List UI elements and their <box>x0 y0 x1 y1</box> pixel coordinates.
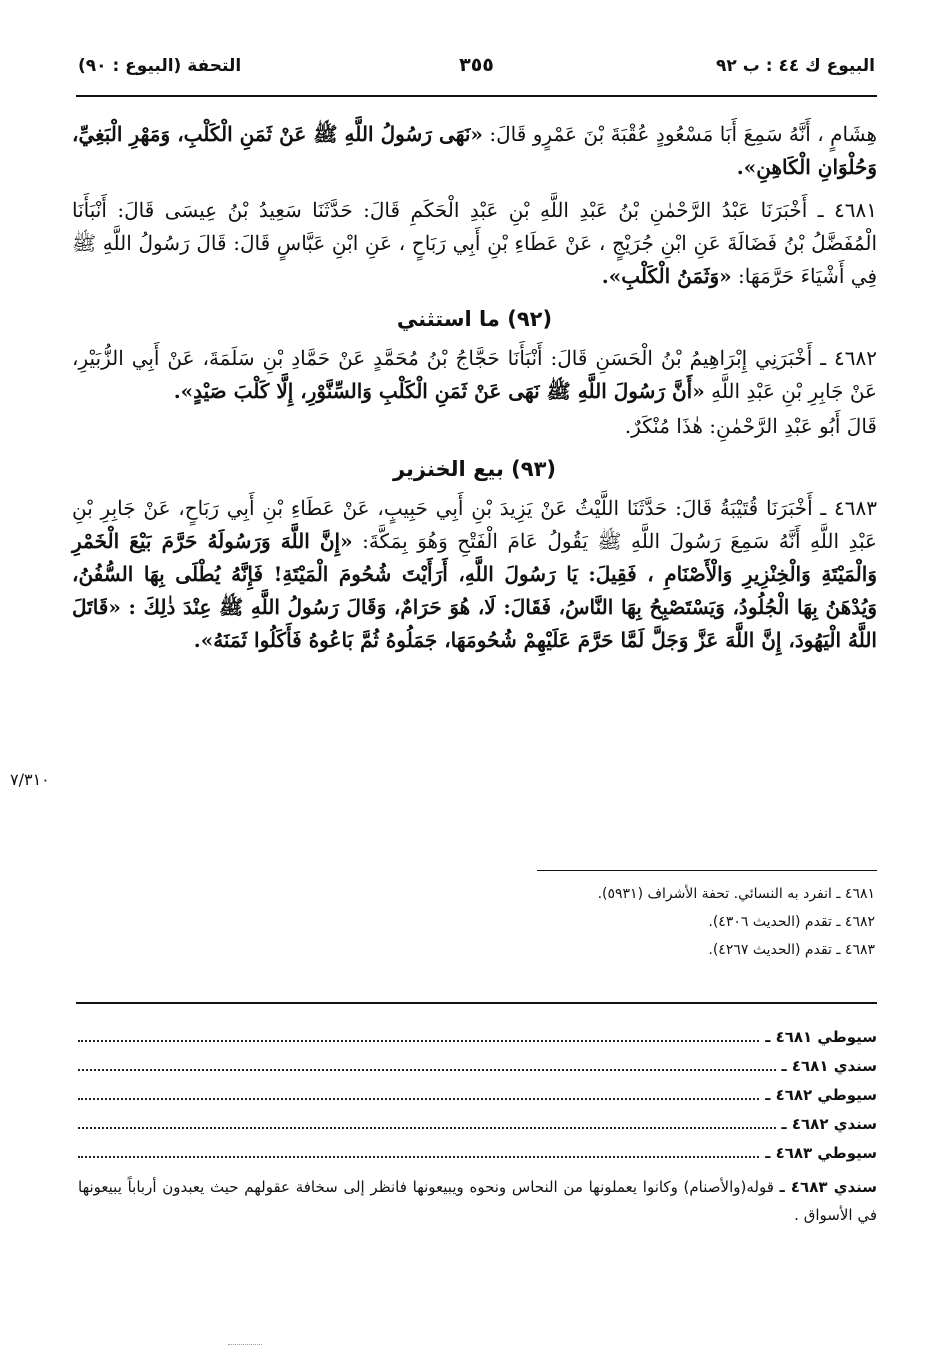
commentary-label: سيوطي ٤٦٨٢ ـ <box>765 1086 877 1104</box>
header-chapter-ref: البيوع ك ٤٤ : ب ٩٢ <box>716 56 875 76</box>
hadith-4683-matn: «إِنَّ اللَّهَ وَرَسُولَهُ حَرَّمَ بَيْعَ الْخَمْرِ وَالْمَيْتَةِ وَالْخِنْزِيرِ وَالْأَصْنَامِ ، فَقِيلَ: يَا رَسُولَ اللَّهِ، أَرَأَيْتَ شُحُومَ الْمَيْتَةِ! فَإِنَّهُ يُطْلَى بِهَا السُّفُنُ، وَيُدْهَنُ بِهَا الْجُلُودُ، وَيَسْتَصْبِحُ بِهَا النَّاسُ، فَقَالَ: لَا، هُوَ حَرَامٌ، وَقَالَ رَسُولُ اللَّهِ ﷺ عِنْدَ ذٰلِكَ : «قَاتَلَ اللَّهُ الْيَهُودَ، إِنَّ اللَّهَ عَزَّ وَجَلَّ لَمَّا حَرَّمَ عَلَيْهِمْ شُحُومَهَا، جَمَلُوهُ ثُمَّ بَاعُوهُ فَأَكَلُوا ثَمَنَهُ». <box>72 529 877 652</box>
commentary-label: سندي ٤٦٨١ ـ <box>781 1057 877 1075</box>
commentary-label: سندي ٤٦٨٢ ـ <box>781 1115 877 1133</box>
dotted-leader <box>78 1061 776 1071</box>
hadith-4681-isnad: ٤٦٨١ ـ أَخْبَرَنَا عَبْدُ الرَّحْمٰنِ بْنُ عَبْدِ اللَّهِ بْنِ عَبْدِ الْحَكَمِ قَالَ: حَدَّثَنَا سَعِيدُ بْنُ عِيسَى قَالَ: أَنْبَأَنَا الْمُفَضَّلُ بْنُ فَضَالَةَ عَنِ ابْنِ جُرَيْجٍ ، عَنْ عَطَاءِ بْنِ أَبِي رَبَاحٍ ، عَنِ ابْنِ عَبَّاسٍ قَالَ: قَالَ رَسُولُ اللَّهِ ﷺ فِي أَشْيَاءَ حَرَّمَهَا: <box>72 198 877 288</box>
page-number: ٣٥٥ <box>459 54 494 76</box>
hadith-continuation-matn: «نَهَى رَسُولُ اللَّهِ ﷺ عَنْ ثَمَنِ الْكَلْبِ، وَمَهْرِ الْبَغِيِّ، وَحُلْوَانِ الْكَاهِنِ». <box>72 122 877 179</box>
hadith-4681-matn: «وَثَمَنُ الْكَلْبِ». <box>601 264 732 288</box>
commentary-row <box>78 1115 877 1144</box>
hadith-4682-matn: «أَنَّ رَسُولَ اللَّهِ ﷺ نَهَى عَنْ ثَمَنِ الْكَلْبِ وَالسِّنَّوْرِ، إِلَّا كَلْبَ صَيْدٍ». <box>173 379 705 403</box>
footnote-rule <box>537 870 877 871</box>
section-title-92: (٩٢) ما استثني <box>396 307 553 331</box>
nasai-remark: قَالَ أَبُو عَبْدِ الرَّحْمٰنِ: هٰذَا مُنْكَرٌ. <box>624 414 877 438</box>
commentary-row <box>78 1086 877 1115</box>
dotted-leader <box>78 1032 759 1042</box>
commentary-row <box>78 1057 877 1086</box>
scan-artifact <box>228 1336 262 1345</box>
hadith-continuation-isnad: هِشَامٍ ، أَنَّهُ سَمِعَ أَبَا مَسْعُودٍ عُقْبَةَ بْنَ عَمْرٍو قَالَ: <box>482 122 877 146</box>
hadith-4681 <box>72 194 877 293</box>
commentary-label: سندي ٤٦٨٣ ـ <box>779 1178 877 1196</box>
main-text <box>72 118 877 667</box>
hadith-continuation <box>72 118 877 184</box>
commentary-row <box>78 1028 877 1057</box>
footnote-4683: ٤٦٨٣ ـ تقدم (الحديث ٤٢٦٧). <box>708 942 875 958</box>
header-tuhfa-ref: التحفة (البيوع : ٩٠) <box>78 56 242 76</box>
commentary-rule <box>76 1002 877 1004</box>
section-title-93: (٩٣) بيع الخنزير <box>392 457 557 481</box>
dotted-leader <box>78 1090 759 1100</box>
margin-volume-ref: ٧/٣١٠ <box>10 770 50 789</box>
footnote-4682: ٤٦٨٢ ـ تقدم (الحديث ٤٣٠٦). <box>708 914 875 930</box>
dotted-leader <box>78 1148 759 1158</box>
hadith-4682 <box>72 342 877 408</box>
commentary-sindi-4683 <box>78 1173 877 1229</box>
commentary-section <box>78 1028 877 1229</box>
hadith-4683 <box>72 492 877 657</box>
footnote-4681: ٤٦٨١ ـ انفرد به النسائي. تحفة الأشراف (٥٩٣١). <box>597 886 875 902</box>
dotted-leader <box>78 1119 776 1129</box>
footnotes <box>72 880 875 964</box>
header-rule <box>76 95 877 97</box>
commentary-row <box>78 1144 877 1173</box>
page-header <box>78 52 875 86</box>
hadith-4682-isnad: ٤٦٨٢ ـ أَخْبَرَنِي إِبْرَاهِيمُ بْنُ الْحَسَنِ قَالَ: أَنْبَأَنَا حَجَّاجُ بْنُ مُحَمَّدٍ عَنْ حَمَّادِ بْنِ سَلَمَةَ، عَنْ أَبِي الزُّبَيْرِ، عَنْ جَابِرِ بْنِ عَبْدِ اللَّهِ <box>72 346 877 403</box>
commentary-label: سيوطي ٤٦٨١ ـ <box>765 1028 877 1046</box>
hadith-4683-isnad: ٤٦٨٣ ـ أَخْبَرَنَا قُتَيْبَةُ قَالَ: حَدَّثَنَا اللَّيْثُ عَنْ يَزِيدَ بْنِ أَبِي حَبِيبٍ، عَنْ عَطَاءِ بْنِ أَبِي رَبَاحٍ، عَنْ جَابِرِ بْنِ عَبْدِ اللَّهِ أَنَّهُ سَمِعَ رَسُولَ اللَّهِ ﷺ يَقُولُ عَامَ الْفَتْحِ وَهُوَ بِمَكَّةَ: <box>72 496 877 553</box>
commentary-note-text: قوله(والأصنام) وكانوا يعملونها من النحاس ونحوه ويبيعونها فانظر إلى سخافة عقولهم حيث يعبدون أرباباً يبيعونها في الأسواق . <box>78 1178 877 1224</box>
commentary-label: سيوطي ٤٦٨٣ ـ <box>765 1144 877 1162</box>
